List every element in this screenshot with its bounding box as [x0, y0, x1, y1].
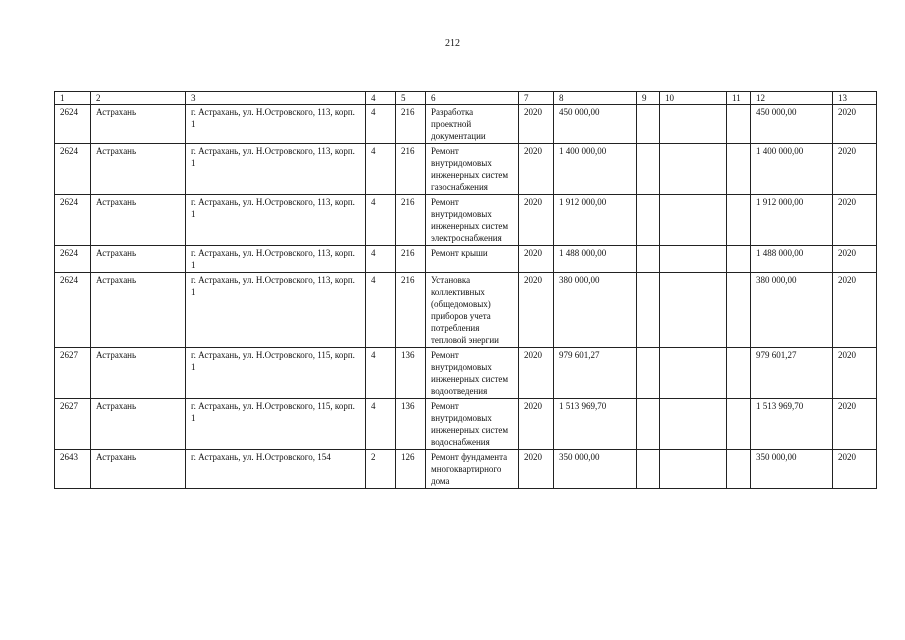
cell-col11: [727, 273, 751, 348]
cell-col4: 4: [366, 273, 396, 348]
cell-address: г. Астрахань, ул. Н.Островского, 113, корп. 1: [186, 273, 366, 348]
column-header: 10: [660, 92, 727, 105]
cell-col5: 216: [396, 144, 426, 195]
column-header: 8: [554, 92, 637, 105]
column-header: 11: [727, 92, 751, 105]
cell-end-year: 2020: [833, 399, 877, 450]
cell-col4: 4: [366, 195, 396, 246]
cell-total: 1 912 000,00: [751, 195, 833, 246]
cell-col10: [660, 105, 727, 144]
cell-year: 2020: [519, 273, 554, 348]
column-header: 5: [396, 92, 426, 105]
cell-total: 1 400 000,00: [751, 144, 833, 195]
cell-year: 2020: [519, 246, 554, 273]
cell-col11: [727, 105, 751, 144]
cell-end-year: 2020: [833, 348, 877, 399]
cell-id: 2624: [55, 195, 91, 246]
cell-address: г. Астрахань, ул. Н.Островского, 115, корп. 1: [186, 348, 366, 399]
column-header: 13: [833, 92, 877, 105]
cell-end-year: 2020: [833, 246, 877, 273]
cell-end-year: 2020: [833, 195, 877, 246]
cell-year: 2020: [519, 144, 554, 195]
cell-col11: [727, 399, 751, 450]
cell-col5: 136: [396, 399, 426, 450]
cell-id: 2624: [55, 144, 91, 195]
cell-id: 2643: [55, 450, 91, 489]
cell-col11: [727, 246, 751, 273]
column-header: 4: [366, 92, 396, 105]
cell-col9: [637, 195, 660, 246]
table-row: [55, 273, 877, 348]
cell-end-year: 2020: [833, 105, 877, 144]
cell-address: г. Астрахань, ул. Н.Островского, 115, корп. 1: [186, 399, 366, 450]
cell-amount: 1 513 969,70: [554, 399, 637, 450]
cell-col10: [660, 273, 727, 348]
column-header: 6: [426, 92, 519, 105]
cell-amount: 1 488 000,00: [554, 246, 637, 273]
cell-amount: 450 000,00: [554, 105, 637, 144]
cell-col10: [660, 348, 727, 399]
cell-col5: 216: [396, 273, 426, 348]
cell-col10: [660, 144, 727, 195]
cell-total: 380 000,00: [751, 273, 833, 348]
cell-col11: [727, 450, 751, 489]
cell-col4: 4: [366, 144, 396, 195]
table-row: [55, 348, 877, 399]
cell-address: г. Астрахань, ул. Н.Островского, 113, корп. 1: [186, 246, 366, 273]
cell-col4: 4: [366, 246, 396, 273]
cell-col9: [637, 450, 660, 489]
cell-city: Астрахань: [91, 246, 186, 273]
cell-col9: [637, 105, 660, 144]
cell-col11: [727, 348, 751, 399]
table-row: [55, 105, 877, 144]
cell-col11: [727, 144, 751, 195]
cell-col5: 216: [396, 105, 426, 144]
table-row: [55, 195, 877, 246]
cell-col4: 4: [366, 105, 396, 144]
cell-year: 2020: [519, 105, 554, 144]
cell-col10: [660, 450, 727, 489]
cell-city: Астрахань: [91, 348, 186, 399]
column-header: 3: [186, 92, 366, 105]
cell-amount: 380 000,00: [554, 273, 637, 348]
cell-work-type: Ремонт фундамента многоквартирного дома: [426, 450, 519, 489]
cell-id: 2627: [55, 348, 91, 399]
column-header: 2: [91, 92, 186, 105]
cell-end-year: 2020: [833, 144, 877, 195]
cell-address: г. Астрахань, ул. Н.Островского, 113, корп. 1: [186, 144, 366, 195]
cell-work-type: Ремонт внутридомовых инженерных систем водоснабжения: [426, 399, 519, 450]
cell-city: Астрахань: [91, 273, 186, 348]
cell-total: 1 488 000,00: [751, 246, 833, 273]
cell-col4: 4: [366, 348, 396, 399]
cell-col10: [660, 195, 727, 246]
cell-col4: 4: [366, 399, 396, 450]
column-header: 12: [751, 92, 833, 105]
cell-id: 2627: [55, 399, 91, 450]
cell-address: г. Астрахань, ул. Н.Островского, 154: [186, 450, 366, 489]
cell-id: 2624: [55, 105, 91, 144]
cell-total: 979 601,27: [751, 348, 833, 399]
cell-col5: 136: [396, 348, 426, 399]
cell-col4: 2: [366, 450, 396, 489]
cell-year: 2020: [519, 399, 554, 450]
cell-col5: 216: [396, 195, 426, 246]
cell-amount: 350 000,00: [554, 450, 637, 489]
column-header: 9: [637, 92, 660, 105]
cell-total: 450 000,00: [751, 105, 833, 144]
cell-col9: [637, 273, 660, 348]
cell-col10: [660, 246, 727, 273]
cell-work-type: Ремонт внутридомовых инженерных систем газоснабжения: [426, 144, 519, 195]
cell-col9: [637, 399, 660, 450]
cell-col9: [637, 144, 660, 195]
column-header: 7: [519, 92, 554, 105]
cell-year: 2020: [519, 195, 554, 246]
page-number: 212: [445, 38, 460, 49]
cell-end-year: 2020: [833, 450, 877, 489]
cell-year: 2020: [519, 450, 554, 489]
column-header: 1: [55, 92, 91, 105]
cell-amount: 979 601,27: [554, 348, 637, 399]
cell-work-type: Разработка проектной документации: [426, 105, 519, 144]
cell-work-type: Ремонт крыши: [426, 246, 519, 273]
cell-total: 1 513 969,70: [751, 399, 833, 450]
cell-amount: 1 400 000,00: [554, 144, 637, 195]
cell-work-type: Ремонт внутридомовых инженерных систем водоотведения: [426, 348, 519, 399]
column-number-row: [55, 92, 877, 105]
cell-col9: [637, 246, 660, 273]
table-row: [55, 144, 877, 195]
cell-id: 2624: [55, 246, 91, 273]
cell-year: 2020: [519, 348, 554, 399]
cell-end-year: 2020: [833, 273, 877, 348]
cell-address: г. Астрахань, ул. Н.Островского, 113, корп. 1: [186, 105, 366, 144]
table-row: [55, 450, 877, 489]
cell-col11: [727, 195, 751, 246]
cell-col9: [637, 348, 660, 399]
cell-id: 2624: [55, 273, 91, 348]
cell-col10: [660, 399, 727, 450]
cell-work-type: Ремонт внутридомовых инженерных систем электроснабжения: [426, 195, 519, 246]
cell-city: Астрахань: [91, 450, 186, 489]
cell-city: Астрахань: [91, 105, 186, 144]
cell-city: Астрахань: [91, 399, 186, 450]
cell-city: Астрахань: [91, 144, 186, 195]
table-row: [55, 246, 877, 273]
cell-col5: 126: [396, 450, 426, 489]
register-table: [54, 91, 877, 489]
cell-col5: 216: [396, 246, 426, 273]
cell-amount: 1 912 000,00: [554, 195, 637, 246]
cell-address: г. Астрахань, ул. Н.Островского, 113, корп. 1: [186, 195, 366, 246]
cell-city: Астрахань: [91, 195, 186, 246]
cell-work-type: Установка коллективных (общедомовых) приборов учета потребления тепловой энергии: [426, 273, 519, 348]
table-row: [55, 399, 877, 450]
cell-total: 350 000,00: [751, 450, 833, 489]
